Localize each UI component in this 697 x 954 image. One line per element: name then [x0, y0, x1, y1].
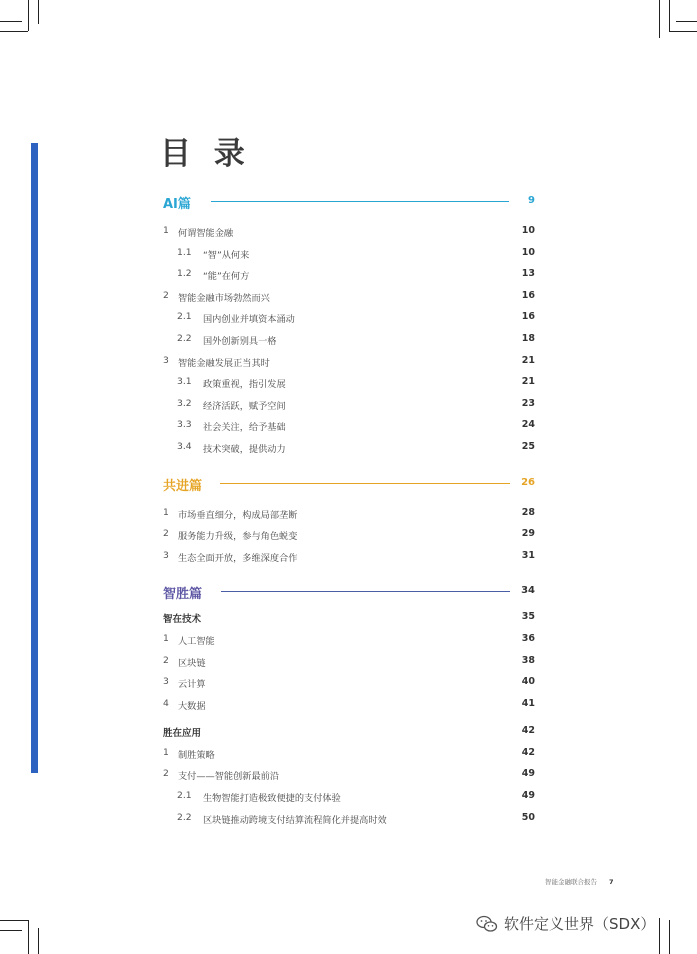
- entry-number: 1: [163, 506, 169, 518]
- entry-title: 生态全面开放，多维深度合作: [178, 552, 298, 564]
- toc-entry[interactable]: [163, 807, 535, 829]
- footer-page-number: 7: [609, 878, 614, 886]
- crop-mark: [0, 21, 22, 22]
- entry-number: 3.1: [177, 376, 192, 388]
- entry-number: 2.2: [177, 811, 192, 823]
- entry-page: 38: [521, 654, 535, 666]
- entry-page: 16: [521, 311, 535, 323]
- entry-number: 3: [163, 354, 169, 366]
- section-heading-ai[interactable]: [163, 190, 535, 212]
- entry-page: 21: [521, 376, 535, 388]
- entry-page: 21: [521, 354, 535, 366]
- entry-title: 社会关注，给予基础: [203, 422, 286, 434]
- section-page: 26: [521, 476, 535, 488]
- entry-title: 支付——智能创新最前沿: [178, 771, 280, 783]
- toc-entry[interactable]: [163, 371, 535, 393]
- section-rule: [221, 591, 510, 592]
- entry-title: 市场垂直细分，构成局部垄断: [178, 509, 298, 521]
- toc-entry[interactable]: [163, 393, 535, 415]
- crop-mark: [0, 930, 22, 931]
- entry-page: 49: [521, 790, 535, 802]
- section-heading-zhisheng[interactable]: [163, 580, 535, 602]
- entry-title: 技术突破，提供动力: [203, 443, 286, 455]
- section-rule: [220, 483, 510, 484]
- toc-entry[interactable]: [163, 628, 535, 650]
- entry-page: 49: [521, 768, 535, 780]
- entry-number: 1: [163, 632, 169, 644]
- entry-number: 1: [163, 746, 169, 758]
- entry-page: 25: [521, 440, 535, 452]
- entry-number: 2: [163, 654, 169, 666]
- entry-page: 50: [521, 811, 535, 823]
- entry-number: 2: [163, 528, 169, 540]
- crop-mark: [38, 0, 39, 24]
- page-footer: [545, 877, 614, 886]
- entry-page: 16: [521, 289, 535, 301]
- toc-entry[interactable]: [163, 502, 535, 524]
- entry-number: 2: [163, 289, 169, 301]
- entry-number: 2.2: [177, 332, 192, 344]
- subheading-page: 42: [521, 725, 535, 737]
- toc-entry[interactable]: [163, 436, 535, 458]
- entry-title: 国内创业并填资本涌动: [203, 314, 295, 326]
- entry-page: 29: [521, 528, 535, 540]
- entry-title: “能”在何方: [203, 271, 250, 283]
- section-label: AI篇: [163, 197, 191, 212]
- entry-page: 40: [521, 676, 535, 688]
- entry-number: 3: [163, 676, 169, 688]
- entry-title: 大数据: [178, 700, 206, 712]
- entry-title: 区块链推动跨境支付结算流程简化并提高时效: [203, 814, 387, 826]
- entry-number: 4: [163, 697, 169, 709]
- entry-number: 1.1: [177, 246, 192, 258]
- section-rule: [211, 201, 509, 202]
- entry-page: 31: [521, 549, 535, 561]
- entry-page: 28: [521, 506, 535, 518]
- section-label: 共进篇: [163, 478, 203, 494]
- footer-text: 智能金融联合报告: [545, 878, 597, 886]
- toc-entry[interactable]: [163, 671, 535, 693]
- toc-entry[interactable]: [163, 650, 535, 672]
- toc-entry[interactable]: [163, 414, 535, 436]
- toc-entry[interactable]: [163, 763, 535, 785]
- entry-page: 10: [521, 246, 535, 258]
- entry-number: 3.4: [177, 440, 192, 452]
- crop-mark: [659, 0, 660, 38]
- crop-mark: [28, 0, 29, 31]
- section-heading-gongjin[interactable]: [163, 472, 535, 494]
- entry-title: 制胜策略: [178, 749, 215, 761]
- watermark-text: 软件定义世界（SDX）: [504, 915, 656, 933]
- crop-mark: [669, 31, 697, 32]
- toc-entry[interactable]: [163, 263, 535, 285]
- entry-page: 23: [521, 397, 535, 409]
- entry-title: 经济活跃，赋予空间: [203, 400, 286, 412]
- entry-page: 18: [521, 332, 535, 344]
- wechat-icon: [476, 915, 498, 933]
- entry-number: 3.3: [177, 419, 192, 431]
- table-of-contents: [163, 190, 535, 828]
- entry-page: 24: [521, 419, 535, 431]
- accent-bar: [31, 143, 38, 773]
- entry-number: 2.1: [177, 311, 192, 323]
- crop-mark: [38, 928, 39, 954]
- entry-title: 政策重视，指引发展: [203, 379, 286, 391]
- entry-title: 何谓智能金融: [178, 228, 234, 239]
- crop-mark: [676, 21, 697, 22]
- entry-title: 云计算: [178, 679, 206, 691]
- toc-entry[interactable]: [163, 545, 535, 567]
- crop-mark: [0, 920, 28, 921]
- crop-mark: [0, 31, 28, 32]
- crop-mark: [669, 0, 670, 31]
- subheading-page: 35: [521, 611, 535, 623]
- crop-mark: [669, 920, 670, 954]
- entry-page: 36: [521, 632, 535, 644]
- entry-page: 41: [521, 697, 535, 709]
- toc-entry[interactable]: [163, 693, 535, 715]
- entry-title: 智能金融市场勃然而兴: [178, 292, 270, 304]
- section-label: 智胜篇: [163, 587, 203, 603]
- entry-number: 1: [163, 225, 169, 236]
- watermark: [476, 913, 655, 934]
- toc-entry[interactable]: [163, 306, 535, 328]
- entry-number: 2: [163, 768, 169, 780]
- entry-number: 3.2: [177, 397, 192, 409]
- crop-mark: [28, 920, 29, 954]
- toc-entry[interactable]: [163, 285, 535, 307]
- subheading-title: 智在技术: [163, 614, 202, 626]
- entry-title: 智能金融发展正当其时: [178, 357, 270, 369]
- entry-page: 42: [521, 746, 535, 758]
- toc-entry[interactable]: [163, 242, 535, 264]
- entry-title: 服务能力升级，参与角色蜕变: [178, 531, 298, 543]
- crop-mark: [659, 918, 660, 954]
- toc-entry[interactable]: [163, 523, 535, 545]
- toc-entry[interactable]: [163, 350, 535, 372]
- toc-subheading[interactable]: [163, 606, 535, 628]
- toc-entry[interactable]: [163, 742, 535, 764]
- entry-page: 13: [521, 268, 535, 280]
- entry-title: 人工智能: [178, 635, 215, 647]
- section-page: 9: [528, 195, 535, 206]
- page-title: 目 录: [160, 136, 251, 172]
- entry-number: 1.2: [177, 268, 192, 280]
- toc-entry[interactable]: [163, 785, 535, 807]
- entry-title: 生物智能打造极致便捷的支付体验: [203, 793, 341, 805]
- toc-entry[interactable]: [163, 328, 535, 350]
- entry-page: 10: [521, 225, 535, 236]
- section-page: 34: [521, 585, 535, 597]
- toc-subheading[interactable]: [163, 720, 535, 742]
- entry-number: 2.1: [177, 790, 192, 802]
- entry-title: 区块链: [178, 657, 206, 669]
- entry-title: “智”从何来: [203, 249, 250, 261]
- entry-number: 3: [163, 549, 169, 561]
- toc-entry[interactable]: [163, 220, 535, 242]
- entry-title: 国外创新别具一格: [203, 335, 277, 347]
- subheading-title: 胜在应用: [163, 728, 202, 740]
